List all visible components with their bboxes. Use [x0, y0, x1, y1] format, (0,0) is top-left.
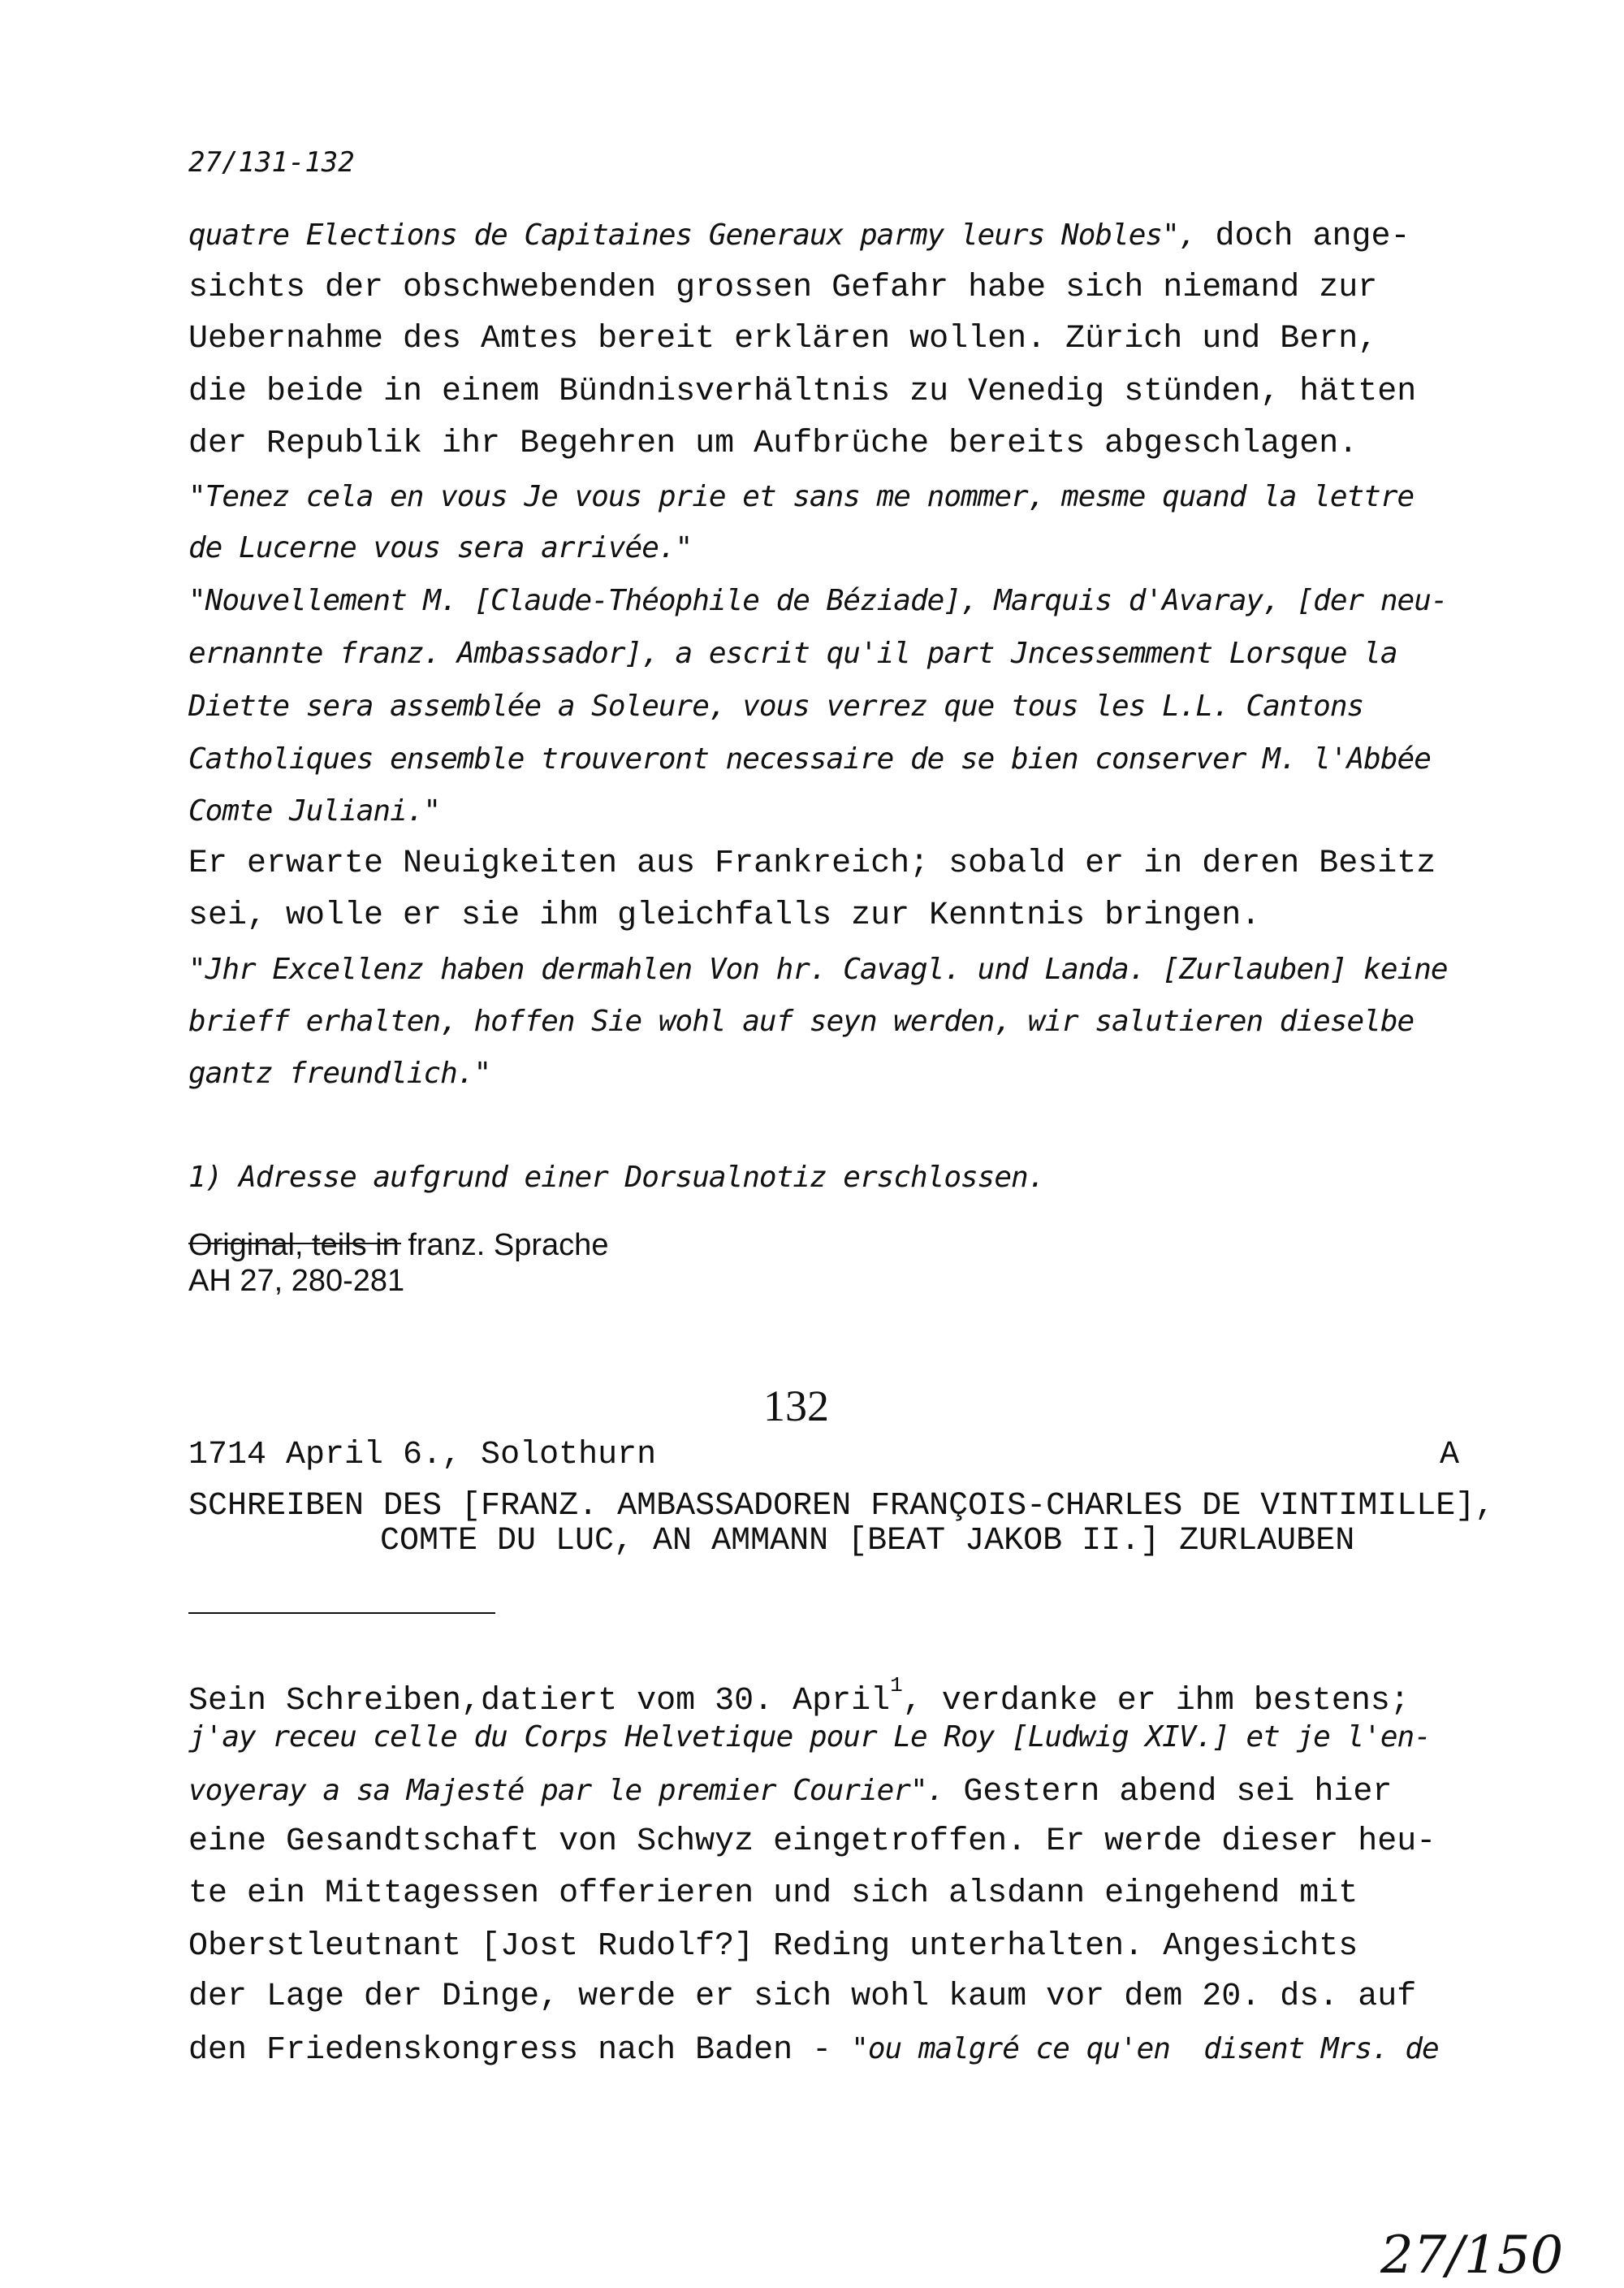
text-line	[188, 739, 1431, 781]
quoted-text: ernannte franz. Ambassador], a escrit qu'il part Jncessemment Lorsque la	[188, 637, 1397, 670]
quoted-text: Diette sera assemblée a Soleure, vous verrez que tous les L.L. Cantons	[188, 690, 1364, 723]
quoted-text: j'ay receu celle du Corps Helvetique pour Le Roy [Ludwig XIV.] et je l'en-	[188, 1720, 1431, 1754]
text-line	[188, 372, 1416, 413]
text-line	[188, 686, 1363, 729]
text-segment: te ein Mittagessen offerieren und sich alsdann eingehend mit	[188, 1875, 1358, 1912]
text-line	[188, 2029, 1439, 2071]
quoted-text: "Tenez cela en vous Je vous prie et sans me nommer, mesme quand la lettre	[188, 480, 1415, 513]
text-segment: Oberstleutnant [Jost Rudolf?] Reding unterhalten. Angesichts	[188, 1928, 1358, 1965]
quoted-text: "Nouvellement M. [Claude-Théophile de Béziade], Marquis d'Avaray, [der neu-	[188, 584, 1448, 617]
text-segment: doch ange-	[1195, 218, 1410, 255]
text-line	[188, 1665, 1410, 1722]
text-segment: sichts der obschwebenden grossen Gefahr habe sich niemand zur	[188, 270, 1378, 306]
text-line	[188, 844, 1436, 884]
text-line	[188, 215, 1410, 257]
document-number: 132	[763, 1382, 829, 1430]
quoted-text: voyeray a sa Majesté par le premier Courier".	[188, 1774, 944, 1807]
text-line	[188, 791, 440, 833]
document-title-line: COMTE DU LUC, AN AMMANN [BEAT JAKOB II.] ZURLAUBEN	[380, 1523, 1355, 1559]
text-segment: Uebernahme des Amtes bereit erklären wollen. Zürich und Bern,	[188, 321, 1378, 357]
document-title-line: SCHREIBEN DES [FRANZ. AMBASSADOREN FRANÇOIS-CHARLES DE VINTIMILLE],	[188, 1488, 1495, 1525]
quoted-text: gantz freundlich."	[188, 1057, 491, 1090]
page-header-reference: 27/131-132	[188, 146, 355, 179]
text-line	[188, 424, 1358, 465]
text-line	[188, 528, 692, 570]
archive-page-mark: 27/150	[1380, 2225, 1564, 2286]
divider	[188, 1612, 495, 1614]
text-segment: Er erwarte Neuigkeiten aus Frankreich; sobald er in deren Besitz	[188, 846, 1436, 882]
quoted-text: Catholiques ensemble trouveront necessaire de se bien conserver M. l'Abbée	[188, 742, 1431, 776]
text-segment: sei, wolle er sie ihm gleichfalls zur Kenntnis bringen.	[188, 897, 1261, 934]
text-line	[188, 268, 1377, 309]
text-line	[188, 1157, 1044, 1200]
text-line	[188, 1977, 1416, 2018]
text-segment: der Lage der Dinge, werde er sich wohl kaum vor dem 20. ds. auf	[188, 1979, 1417, 2015]
text-line	[188, 1001, 1414, 1044]
text-line	[188, 581, 1448, 623]
date-place: 1714 April 6., Solothurn	[188, 1437, 657, 1473]
text-line	[188, 1717, 1431, 1759]
text-line	[188, 949, 1448, 992]
quoted-text: brieff erhalten, hoffen Sie wohl auf seyn werden, wir salutieren dieselbe	[188, 1005, 1415, 1038]
text-line	[188, 1771, 1392, 1813]
text-line	[188, 319, 1377, 360]
document-type: A	[1440, 1437, 1460, 1473]
text-line	[188, 1053, 490, 1096]
text-line	[188, 1822, 1436, 1862]
text-segment: der Republik ihr Begehren um Aufbrüche bereits abgeschlagen.	[188, 426, 1358, 462]
text-segment: Gestern abend sei hier	[944, 1774, 1393, 1810]
text-segment: den Friedenskongress nach Baden -	[188, 2032, 852, 2069]
source-note-reference: AH 27, 280-281	[188, 1264, 405, 1298]
quoted-text: 1) Adresse aufgrund einer Dorsualnotiz erschlossen.	[188, 1161, 1045, 1194]
quoted-text: quatre Elections de Capitaines Generaux parmy leurs Nobles",	[188, 218, 1196, 252]
text-line	[188, 1874, 1358, 1914]
quoted-text: "ou malgré ce qu'en disent Mrs. de	[851, 2032, 1439, 2065]
text-line	[188, 1927, 1358, 1967]
quoted-text: de Lucerne vous sera arrivée."	[188, 531, 693, 564]
text-segment: die beide in einem Bündnisverhältnis zu Venedig stünden, hätten	[188, 374, 1417, 410]
quoted-text: Comte Juliani."	[188, 794, 441, 828]
footnote-marker: 1	[890, 1673, 903, 1698]
quoted-text: "Jhr Excellenz haben dermahlen Von hr. Cavagl. und Landa. [Zurlauben] keine	[188, 953, 1448, 986]
text-segment: eine Gesandtschaft von Schwyz eingetroffen. Er werde dieser heu-	[188, 1823, 1436, 1860]
text-segment: Sein Schreiben,datiert vom 30. April	[188, 1683, 891, 1719]
text-line	[188, 634, 1397, 676]
text-segment: , verdanke er ihm bestens;	[902, 1683, 1410, 1719]
text-line	[188, 477, 1414, 519]
source-note-original: Original, teils in franz. Sprache	[188, 1228, 609, 1262]
text-line	[188, 896, 1260, 936]
